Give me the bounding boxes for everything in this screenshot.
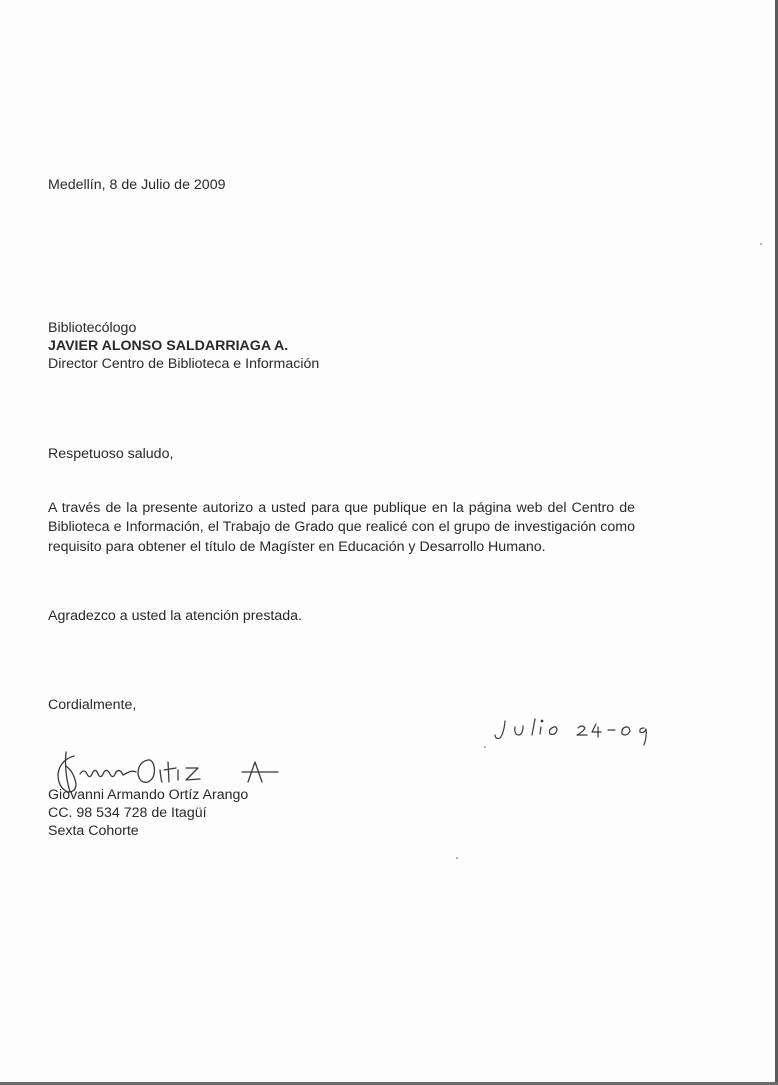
thanks-line: Agradezco a usted la atención prestada. (48, 608, 302, 624)
signer-id: CC. 98 534 728 de Itagüí (48, 805, 207, 821)
scan-speck (456, 857, 458, 859)
scan-speck (760, 243, 762, 245)
signer-name: Giovanni Armando Ortíz Arango (48, 787, 249, 803)
recipient-title: Bibliotecólogo (48, 320, 137, 336)
handwritten-date (490, 713, 665, 753)
scan-speck (484, 746, 486, 748)
closing: Cordialmente, (48, 697, 137, 713)
greeting: Respetuoso saludo, (48, 446, 174, 462)
recipient-position: Director Centro de Biblioteca e Información (48, 356, 320, 372)
body-paragraph: A través de la presente autorizo a usted para que publique en la página web del Centro de Biblioteca e Información, el Trabajo de Grado que realicé con el grupo de investigación como requisito para obtener el título de Magíster en Educación y Desarrollo Humano. (48, 500, 635, 555)
recipient-name: JAVIER ALONSO SALDARRIAGA A. (48, 338, 289, 354)
date-line: Medellín, 8 de Julio de 2009 (48, 177, 226, 193)
signer-cohort: Sexta Cohorte (48, 823, 139, 839)
